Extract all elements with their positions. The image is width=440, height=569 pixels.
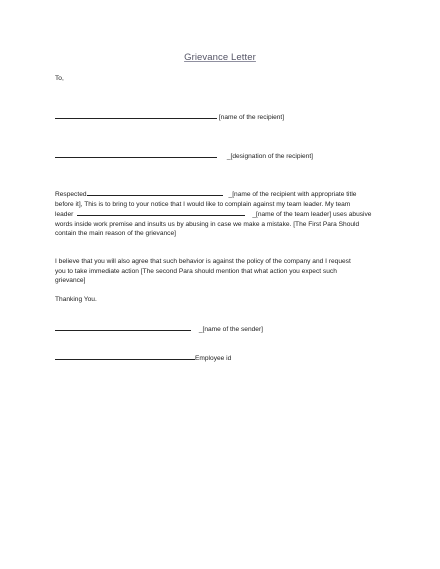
recipient-name-label: [name of the recipient] bbox=[218, 114, 285, 121]
para1-line3-suffix: _[name of the team leader] uses abusive bbox=[252, 211, 372, 218]
recipient-name-line bbox=[55, 112, 284, 123]
para1-line5: contain the main reason of the grievance] bbox=[55, 230, 176, 237]
designation-line bbox=[55, 151, 313, 162]
closing: Thanking You. bbox=[55, 296, 97, 303]
para1-line2: before it], This is to bring to your notice that I would like to complain against my team leader. My team bbox=[55, 200, 351, 208]
para1-line4: words inside work premise and insults us by abusing in case we make a mistake. [The First Para Should bbox=[55, 220, 360, 228]
employee-id-blank bbox=[55, 353, 195, 360]
team-leader-blank bbox=[77, 209, 245, 216]
para1-line1 bbox=[55, 189, 391, 200]
salutation: To, bbox=[55, 75, 64, 82]
employee-id-label: Employee id bbox=[195, 355, 232, 362]
paragraph-1 bbox=[55, 189, 391, 239]
respected-blank bbox=[87, 189, 223, 196]
paragraph-2 bbox=[55, 257, 391, 286]
respected-prefix: Respected bbox=[55, 191, 87, 198]
para2-line1: I believe that you will also agree that such behavior is against the policy of the company and I request bbox=[55, 258, 351, 265]
para1-line3 bbox=[55, 209, 391, 220]
para1-line3-prefix: leader bbox=[55, 211, 74, 218]
employee-id-line bbox=[55, 353, 231, 364]
para1-line1-suffix: _[name of the recipient with appropriate title bbox=[228, 191, 357, 198]
para2-line3: grievance] bbox=[55, 277, 86, 284]
page-title bbox=[0, 52, 440, 63]
title-text: Grievance Letter bbox=[184, 52, 256, 63]
recipient-name-blank bbox=[55, 112, 217, 119]
designation-label: _[designation of the recipient] bbox=[226, 153, 313, 160]
designation-blank bbox=[55, 151, 217, 158]
sender-label: _[name of the sender] bbox=[198, 326, 263, 333]
para2-line2: you to take immediate action [The second Para should mention that what action you expect such bbox=[55, 267, 337, 275]
sender-line bbox=[55, 324, 263, 335]
sender-blank bbox=[55, 324, 191, 331]
